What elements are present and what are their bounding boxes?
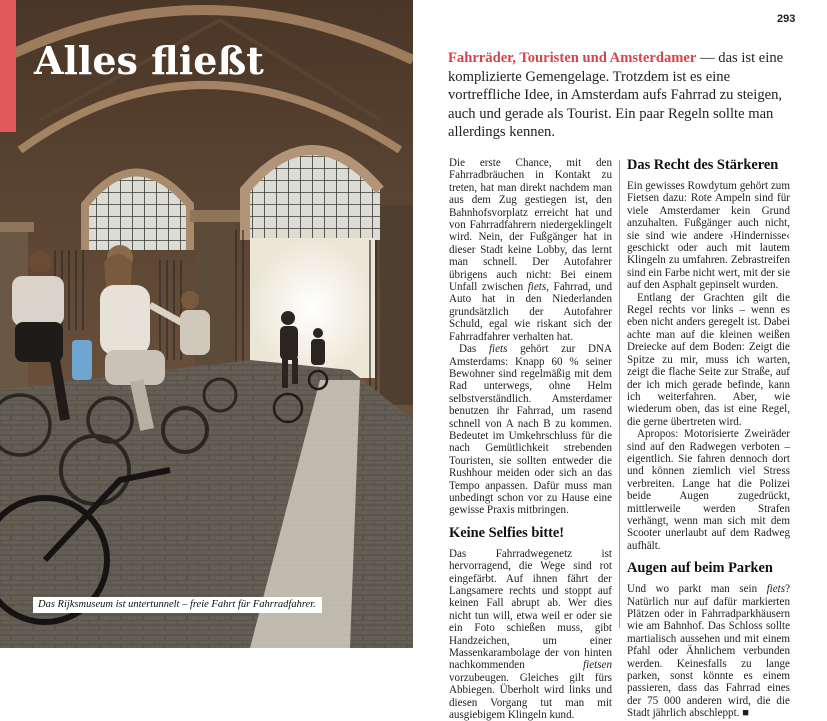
paragraph <box>449 548 612 721</box>
column-divider <box>619 160 620 628</box>
italic-term: fiets <box>527 281 547 294</box>
chapter-color-tab <box>0 0 16 132</box>
lead-accent: Fahrräder, Touristen und Amsterdamer <box>448 50 697 66</box>
page-title: Alles fließt <box>34 38 264 83</box>
paragraph <box>449 343 612 517</box>
paragraph-text: Das <box>459 343 489 356</box>
paragraph-text: Die erste Chance, mit den Fahrradbräuchen in Kontakt zu treten, hat man direkt nachdem man aus dem Zug gestiegen ist, den Bahnhofsvorplatz erreicht hat und von Fahrradfahrern niedergeklingelt wird. Nein, der Fußgänger hat in dieser Stadt keine Lobby, das lernt man schnell. Der Autofahrer übrigens auch nicht: Bei einem Unfall zwischen <box>449 157 612 294</box>
paragraph: Apropos: Motorisierte Zweiräder sind auf den Radwegen verboten – eigentlich. Sie fahren dennoch dort und können ziemlich viel Stress verbreiten. Lange hat die Polizei beide Augen zugedrückt, mittlerweile werden Strafen verhängt, wenn man sich mit dem Scooter unerlaubt auf dem Radweg aufhält. <box>627 428 790 552</box>
italic-term: fiets <box>488 343 508 356</box>
paragraph-text: gehört zur DNA Amsterdams: Knapp 60 % seiner Bewohner sind regelmäßig mit dem Rad unterwegs, ohne Helm selbstverständlich. Amsterdamer benutzen ihr Fahrrad, um rasend schnell von A nach B zu kommen. Bedeutet im Umkehrschluss für die nach Gemütlichkeit strebenden Touristen, sie sollten entweder die Rushhour meiden oder sich an das Tempo anpassen. Dafür muss man unbedingt schon vor zu Hause eine gewisse Praxis mitbringen. <box>449 343 612 517</box>
paragraph-text: vorzubeugen. Gleiches gilt fürs Abbiegen. Überholt wird links und diesen Vorgang tut man mit ausgiebigem Klingeln kund. <box>449 671 612 721</box>
paragraph <box>449 157 612 343</box>
section-heading: Das Recht des Stärkeren <box>627 157 779 173</box>
lead-text: — das ist eine komplizierte Gemengelage. Trotzdem ist es eine vortreffliche Idee, in Amsterdam aufs Fahrrad zu steigen, auch und gerade als Tourist. Ein paar Regeln sollte man allerdings kennen. <box>448 50 784 141</box>
section-heading: Augen auf beim Parken <box>627 560 773 577</box>
end-mark: ■ <box>742 707 749 720</box>
section-heading: Keine Selfies bitte! <box>449 524 565 541</box>
italic-term: fiets <box>766 583 786 596</box>
photo-caption: Das Rijksmuseum ist untertunnelt – freie Fahrt für Fahrradfahrer. <box>33 597 322 613</box>
text-column-2 <box>627 157 790 720</box>
paragraph <box>627 583 790 719</box>
paragraph-text: ? Natürlich nur auf dafür markierten Plätzen oder in Fahrradparkhäusern wie am Bahnhof. Das Schloss sollte martialisch aussehen und mit einem Pfahl oder Ähnlichem verbunden werden. Keinesfalls zu lange parken, sonst könnte es einem passieren, dass das Fahrrad eines der 75 000 anderen wird, die die Stadt jährlich abschleppt. <box>627 583 790 720</box>
text-column-1 <box>449 157 612 721</box>
italic-term: fietsen <box>583 659 612 672</box>
paragraph-text: , Fahrrad, und Auto hat in den Niederlanden grundsätzlich der Autofahrer Schuld, egal wie riskant sich der Fahrradfahrer verhalten hat. <box>449 281 612 343</box>
page-number: 293 <box>777 13 796 25</box>
paragraph: Entlang der Grachten gilt die Regel rechts vor links – wenn es eben nicht anders geregelt ist. Dabei achte man auf die kleinen weißen Dreiecke auf dem Boden: Zeigt die Spitze zu mir, muss ich warten, zeigt die flache Seite zur Straße, auf der ich mich gerade befinde, kann ich weiterfahren. Aber, wie wiederum oben, das ist eine Regel, die gerne übertreten wird. <box>627 291 790 428</box>
lead-paragraph <box>448 49 796 142</box>
paragraph-text: Und wo parkt man sein <box>627 583 767 596</box>
paragraph-text: Das Fahrradwegenetz ist hervorragend, die Wege sind rot eingefärbt. Auf ihnen fährt der Langsamere rechts und stoppt auf keinen Fall abrupt ab. Wer dies nicht tun will, etwa weil er oder sie ein Foto schießen muss, gibt Handzeichen, um einer Massenkarambolage der von hinten nachkommenden <box>449 547 612 672</box>
rijksmuseum-tunnel-photo <box>0 0 413 648</box>
paragraph: Ein gewisses Rowdytum gehört zum Fietsen dazu: Rote Ampeln sind für viele Amsterdamer kein Grund anzuhalten. Fußgänger auch nicht, sie sind wie andere ›Hindernisse‹ geschickt oder auch mit lautem Klingeln zu umfahren. Zebrastreifen sind ein Farbe nicht wert, mit der sie auf den Asphalt gepinselt wurden. <box>627 180 790 292</box>
photo <box>0 0 413 648</box>
